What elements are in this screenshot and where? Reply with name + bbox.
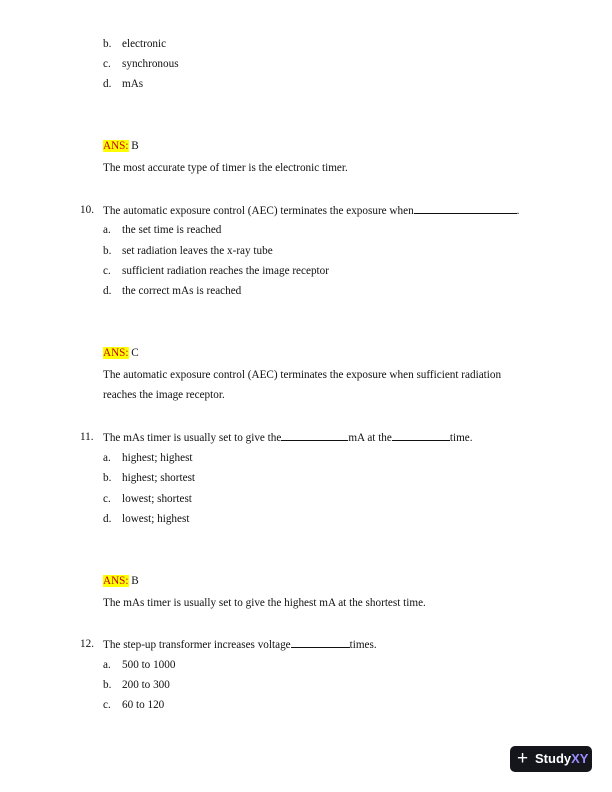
option-letter: c. — [103, 265, 111, 277]
stem-text: The mAs timer is usually set to give the — [103, 432, 282, 444]
question-stem — [103, 637, 377, 652]
option-text: 60 to 120 — [122, 699, 165, 711]
option-text: sufficient radiation reaches the image receptor — [122, 265, 329, 277]
option-text: set radiation leaves the x-ray tube — [122, 245, 273, 257]
option-text: lowest; shortest — [122, 493, 192, 505]
option-text: the set time is reached — [122, 224, 222, 236]
answer-explanation: reaches the image receptor. — [103, 389, 225, 401]
option-text: highest; highest — [122, 452, 193, 464]
stem-text: mA at the — [348, 432, 392, 444]
answer-line — [103, 139, 139, 153]
answer-blank — [392, 430, 450, 441]
answer-explanation: The mAs timer is usually set to give the highest mA at the shortest time. — [103, 597, 426, 609]
answer-line — [103, 574, 139, 588]
option-text: highest; shortest — [122, 472, 196, 484]
option-letter: a. — [103, 659, 111, 671]
option-letter: c. — [103, 58, 111, 70]
ans-label: ANS: — [103, 140, 129, 152]
answer-value: B — [131, 140, 139, 152]
option-text: 200 to 300 — [122, 679, 170, 691]
brand-name — [535, 746, 588, 772]
stem-text: The step-up transformer increases voltage — [103, 639, 291, 651]
option-text: lowest; highest — [122, 513, 190, 525]
option-text: synchronous — [122, 58, 179, 70]
brand-xy: XY — [571, 751, 589, 766]
brand-study: Study — [535, 751, 572, 766]
option-letter: b. — [103, 245, 112, 257]
option-letter: b. — [103, 679, 112, 691]
studyxy-badge[interactable] — [510, 746, 592, 772]
option-letter: d. — [103, 78, 112, 90]
question-stem — [103, 430, 473, 445]
answer-value: C — [131, 347, 139, 359]
answer-explanation: The automatic exposure control (AEC) terminates the exposure when sufficient radiation — [103, 369, 502, 381]
option-letter: b. — [103, 472, 112, 484]
option-text: electronic — [122, 38, 167, 50]
answer-value: B — [131, 575, 139, 587]
option-text: the correct mAs is reached — [122, 285, 242, 297]
answer-explanation: The most accurate type of timer is the electronic timer. — [103, 162, 348, 174]
option-letter: c. — [103, 493, 111, 505]
stem-text: The automatic exposure control (AEC) terminates the exposure when — [103, 205, 414, 217]
question-number: 12. — [80, 638, 94, 650]
answer-blank — [281, 430, 348, 441]
option-letter: c. — [103, 699, 111, 711]
answer-blank — [414, 203, 517, 214]
option-text: 500 to 1000 — [122, 659, 176, 671]
ans-label: ANS: — [103, 575, 129, 587]
option-text: mAs — [122, 78, 144, 90]
ans-label: ANS: — [103, 347, 129, 359]
option-letter: b. — [103, 38, 112, 50]
option-letter: a. — [103, 452, 111, 464]
option-letter: d. — [103, 513, 112, 525]
stem-text: time. — [449, 432, 473, 444]
answer-blank — [291, 637, 350, 648]
option-letter: d. — [103, 285, 112, 297]
plus-icon: + — [517, 748, 529, 769]
question-number: 10. — [80, 204, 94, 216]
question-stem — [103, 203, 519, 218]
stem-text: times. — [349, 639, 377, 651]
question-number: 11. — [80, 431, 94, 443]
answer-line — [103, 346, 139, 360]
option-letter: a. — [103, 224, 111, 236]
stem-end: . — [516, 205, 520, 217]
